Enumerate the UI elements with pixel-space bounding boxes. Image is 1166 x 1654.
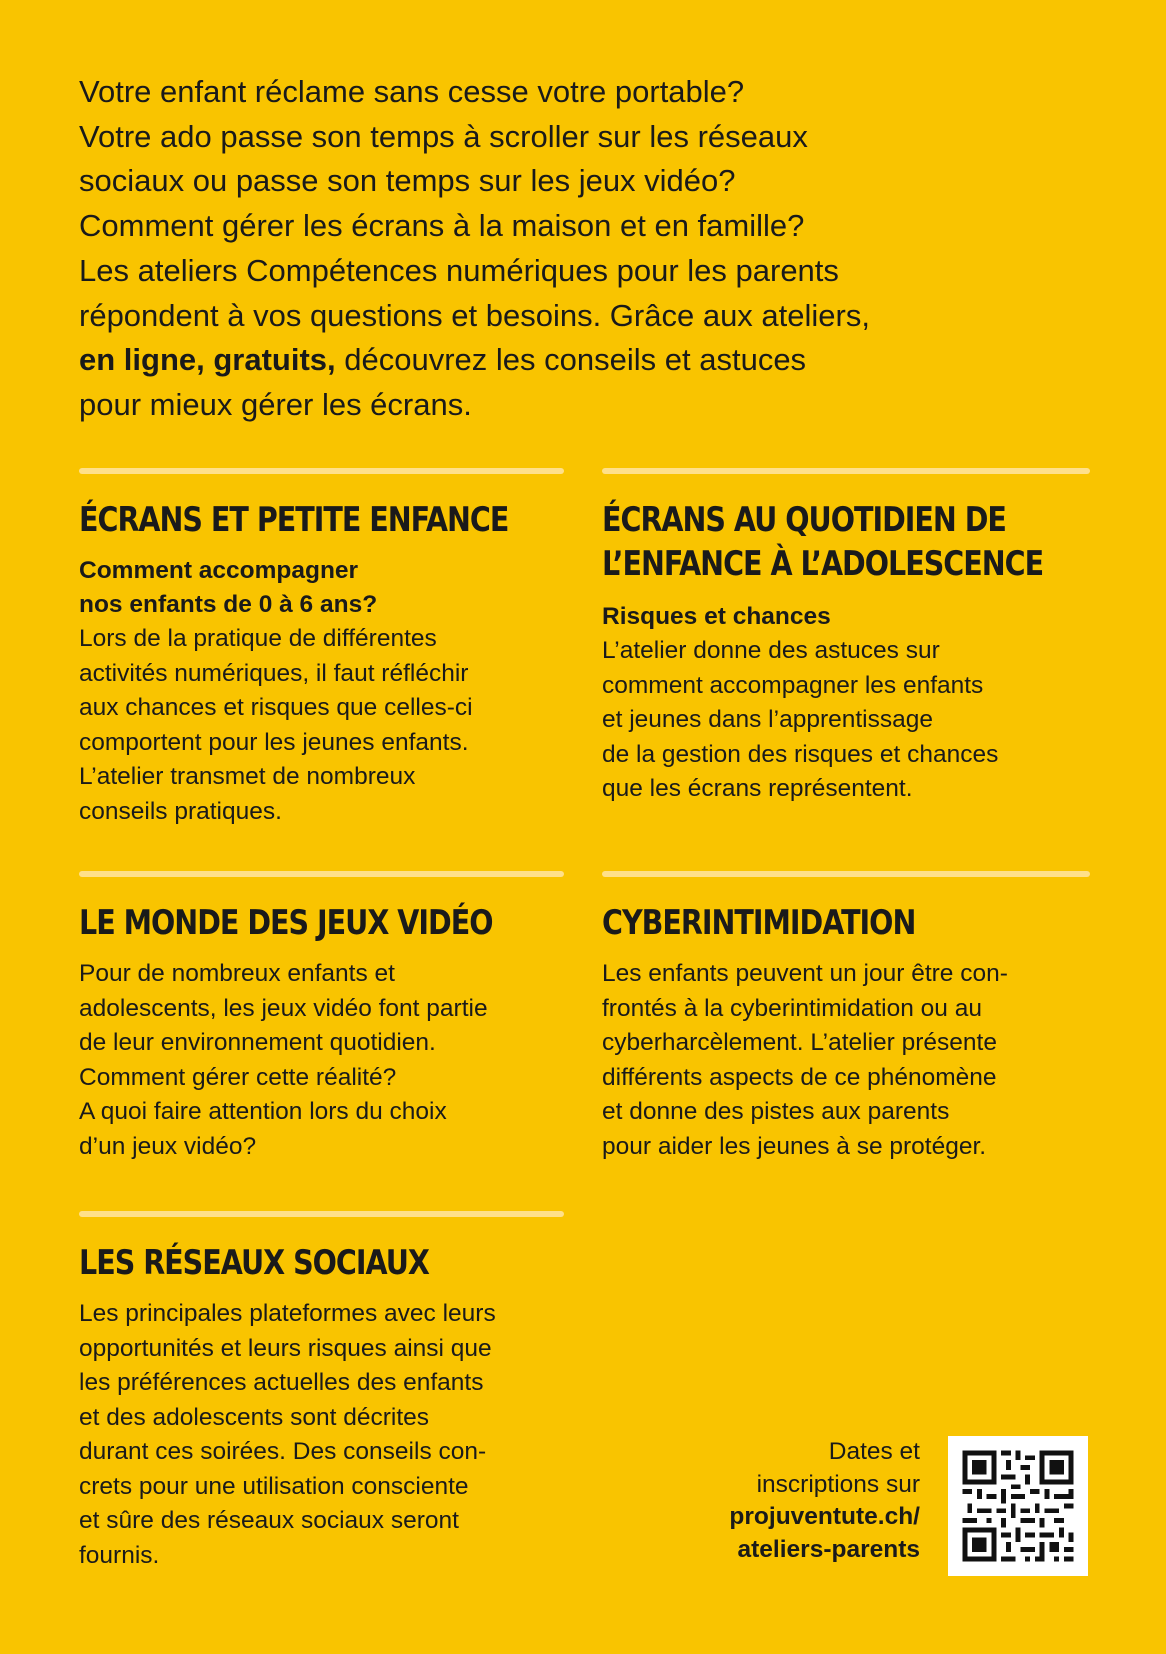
section-quotidien xyxy=(602,498,1092,807)
body-line: comment accompagner les enfants xyxy=(602,671,984,699)
body-line: que les écrans représentent. xyxy=(602,775,913,802)
section-cyberintimidation xyxy=(602,901,1092,1164)
body-line: pour aider les jeunes à se protéger. xyxy=(602,1132,987,1160)
section-reseaux-sociaux xyxy=(79,1241,569,1573)
section-divider xyxy=(79,1211,564,1217)
section-body xyxy=(79,622,569,829)
body-line: aux chances et risques que celles-ci xyxy=(79,694,473,721)
section-divider xyxy=(602,871,1090,877)
section-body xyxy=(602,957,1092,1164)
subtitle-line: nos enfants de 0 à 6 ans? xyxy=(79,591,378,618)
body-line: L’atelier transmet de nombreux xyxy=(79,763,416,790)
body-line: différents aspects de ce phénomène xyxy=(602,1063,997,1091)
section-body xyxy=(79,1297,569,1573)
section-divider xyxy=(79,468,564,474)
section-divider xyxy=(602,468,1090,474)
body-line: Les principales plateformes avec leurs xyxy=(79,1300,496,1327)
subtitle-line: Risques et chances xyxy=(602,603,831,630)
intro-line: Les ateliers Compétences numériques pour les parents xyxy=(79,252,839,288)
cta-line: inscriptions sur xyxy=(756,1470,920,1498)
section-title: LE MONDE DES JEUX VIDÉO xyxy=(79,903,493,943)
subtitle-line: Comment accompagner xyxy=(79,557,359,584)
intro-line: Comment gérer les écrans à la maison et en famille? xyxy=(79,208,805,244)
section-petite-enfance xyxy=(79,498,569,829)
body-line: cyberharcèlement. L’atelier présente xyxy=(602,1029,997,1056)
intro-line: Votre ado passe son temps à scroller sur les réseaux xyxy=(79,118,808,154)
body-line: L’atelier donne des astuces sur xyxy=(602,637,940,664)
cta-line: Dates et xyxy=(828,1438,920,1465)
registration-link[interactable]: projuventute.ch/ xyxy=(729,1503,920,1530)
section-title: LES RÉSEAUX SOCIAUX xyxy=(79,1243,429,1283)
intro-line: Votre enfant réclame sans cesse votre portable? xyxy=(79,74,745,109)
body-line: fournis. xyxy=(79,1541,160,1569)
body-line: et des adolescents sont décrites xyxy=(79,1403,430,1431)
section-divider xyxy=(79,871,564,877)
registration-link[interactable]: ateliers-parents xyxy=(737,1535,920,1563)
body-line: et donne des pistes aux parents xyxy=(602,1098,950,1125)
body-line: d’un jeux vidéo? xyxy=(79,1132,257,1160)
body-line: opportunités et leurs risques ainsi que xyxy=(79,1334,492,1362)
qr-code-icon xyxy=(948,1436,1088,1576)
section-title: CYBERINTIMIDATION xyxy=(602,903,916,943)
section-body xyxy=(79,957,569,1164)
section-title: ÉCRANS ET PETITE ENFANCE xyxy=(79,500,509,540)
intro-line xyxy=(79,338,1039,383)
intro-line: répondent à vos questions et besoins. Grâce aux ateliers, xyxy=(79,297,870,333)
section-subtitle xyxy=(79,554,569,622)
body-line: frontés à la cyberintimidation ou au xyxy=(602,994,982,1022)
section-body xyxy=(602,634,1092,807)
body-line: adolescents, les jeux vidéo font partie xyxy=(79,994,488,1022)
intro-line: pour mieux gérer les écrans. xyxy=(79,386,472,422)
body-line: et sûre des réseaux sociaux seront xyxy=(79,1507,459,1534)
qr-code[interactable] xyxy=(948,1436,1088,1576)
body-line: les préférences actuelles des enfants xyxy=(79,1369,484,1396)
section-subtitle xyxy=(602,600,1092,634)
intro-line: sociaux ou passe son temps sur les jeux vidéo? xyxy=(79,163,736,199)
intro-paragraph xyxy=(79,70,1039,428)
body-line: comportent pour les jeunes enfants. xyxy=(79,728,469,756)
body-line: conseils pratiques. xyxy=(79,797,282,825)
section-jeux-video xyxy=(79,901,569,1164)
body-line: activités numériques, il faut réfléchir xyxy=(79,659,469,687)
intro-line-rest: découvrez les conseils et astuces xyxy=(335,342,807,378)
body-line: Lors de la pratique de différentes xyxy=(79,625,437,652)
section-title-line: ÉCRANS AU QUOTIDIEN DE xyxy=(602,500,1006,540)
body-line: Comment gérer cette réalité? xyxy=(79,1063,397,1091)
body-line: Pour de nombreux enfants et xyxy=(79,960,395,987)
body-line: crets pour une utilisation consciente xyxy=(79,1472,469,1500)
body-line: de la gestion des risques et chances xyxy=(602,740,999,768)
section-title-line: L’ENFANCE À L’ADOLESCENCE xyxy=(602,544,1044,584)
body-line: A quoi faire attention lors du choix xyxy=(79,1098,447,1125)
body-line: et jeunes dans l’apprentissage xyxy=(602,706,933,733)
body-line: de leur environnement quotidien. xyxy=(79,1029,436,1056)
body-line: Les enfants peuvent un jour être con- xyxy=(602,960,1008,987)
registration-info xyxy=(640,1436,920,1566)
body-line: durant ces soirées. Des conseils con- xyxy=(79,1438,487,1465)
intro-bold-phrase: en ligne, gratuits, xyxy=(79,342,336,378)
